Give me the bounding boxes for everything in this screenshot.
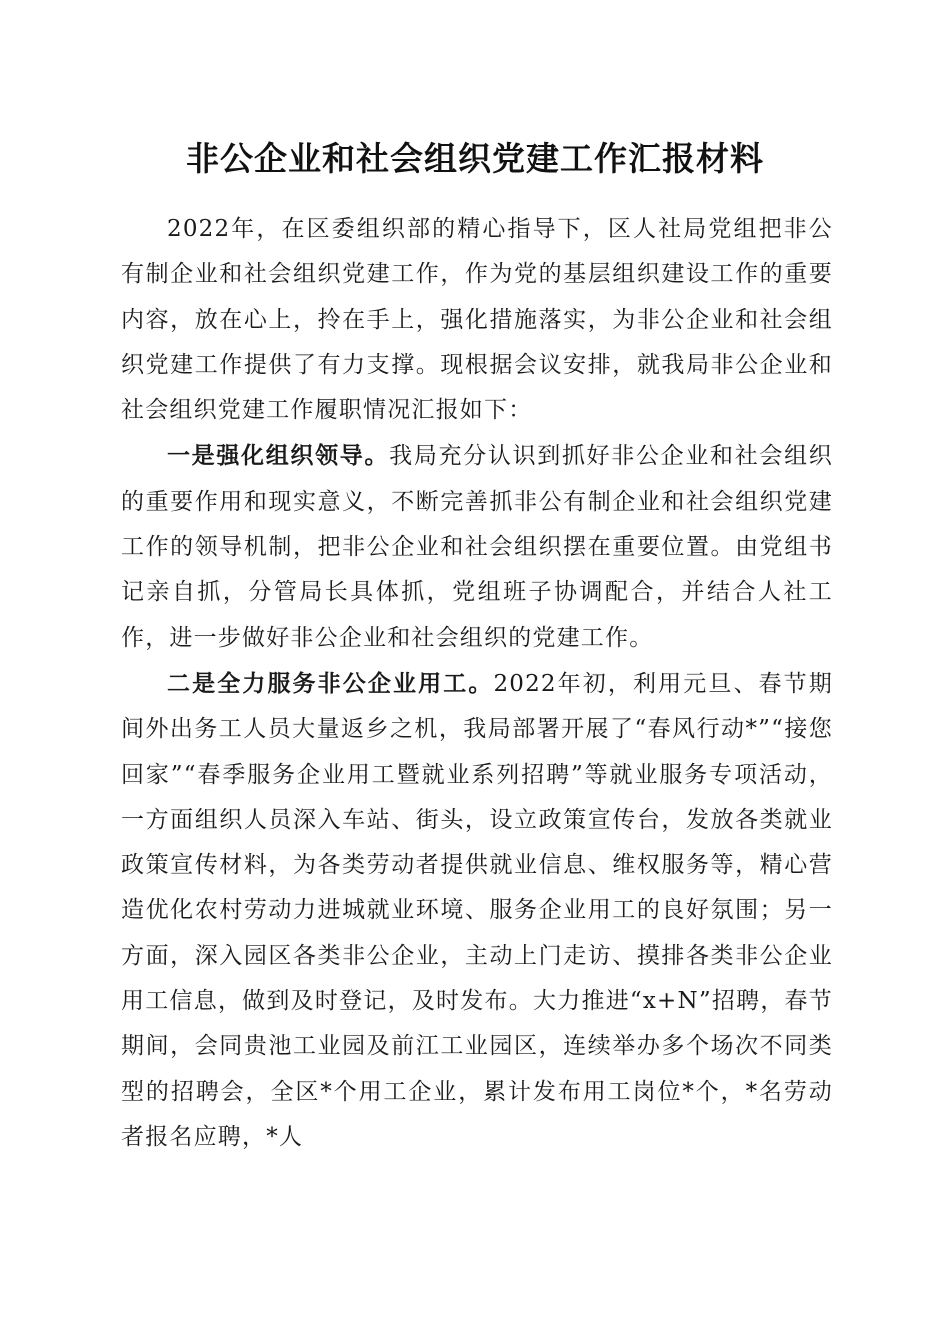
document-title: 非公企业和社会组织党建工作汇报材料 (186, 139, 764, 178)
paragraph-employment-service (121, 661, 833, 1160)
paragraph-intro (121, 206, 833, 433)
paragraph-lead: 一是强化组织领导。 (167, 442, 390, 470)
paragraph-text: 2022年，在区委组织部的精心指导下，区人社局党组把非公有制企业和社会组织党建工作，作为党的基层组织建设工作的重要内容，放在心上，拎在手上，强化措施落实，为非公企业和社会组织党建工作提供了有力支撑。现根据会议安排，就我局非公企业和社会组织党建工作履职情况汇报如下： (121, 216, 833, 424)
paragraph-text: 我局充分认识到抓好非公企业和社会组织的重要作用和现实意义，不断完善抓非公有制企业和社会组织党建工作的领导机制，把非公企业和社会组织摆在重要位置。由党组书记亲自抓，分管局长具体抓，党组班子协调配合，并结合人社工作，进一步做好非公企业和社会组织的党建工作。 (121, 443, 833, 651)
paragraph-organization-leadership (121, 433, 833, 660)
paragraph-text: 2022年初，利用元旦、春节期间外出务工人员大量返乡之机，我局部署开展了“春风行动*”“接您回家”“春季服务企业用工暨就业系列招聘”等就业服务专项活动，一方面组织人员深入车站、街头，设立政策宣传台，发放各类就业政策宣传材料，为各类劳动者提供就业信息、维权服务等，精心营造优化农村劳动力进城就业环境、服务企业用工的良好氛围；另一方面，深入园区各类非公企业，主动上门走访、摸排各类非公企业用工信息，做到及时登记，及时发布。大力推进“x+N”招聘，春节期间，会同贵池工业园及前江工业园区，连续举办多个场次不同类型的招聘会，全区*个用工企业，累计发布用工岗位*个，*名劳动者报名应聘，*人 (121, 670, 833, 1150)
paragraph-lead: 二是全力服务非公企业用工。 (167, 669, 494, 697)
document-body (121, 206, 833, 1160)
